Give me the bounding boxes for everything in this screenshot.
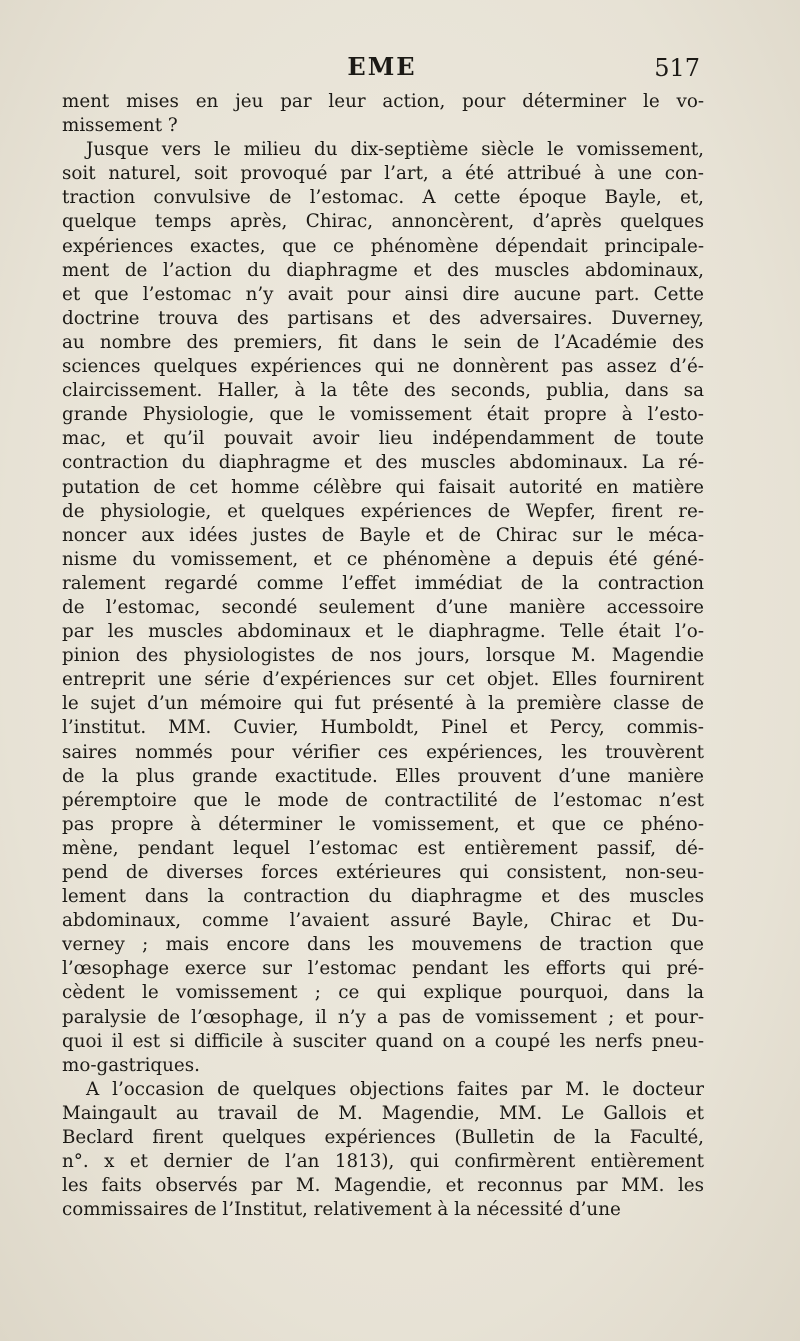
paragraph [62, 138, 704, 1078]
text-line: saires nommés pour vérifier ces expériences, les trouvèrent [62, 741, 704, 763]
text-line: mo-gastriques. [62, 1054, 200, 1076]
paragraph [62, 90, 704, 138]
text-line: sciences quelques expériences qui ne donnèrent pas assez d’é- [62, 356, 704, 378]
text-line: contraction du diaphragme et des muscles abdominaux. La ré- [62, 452, 704, 474]
text-line: A l’occasion de quelques objections faites par M. le docteur [86, 1078, 704, 1100]
text-line: cèdent le vomissement ; ce qui explique pourquoi, dans la [62, 982, 704, 1004]
text-line: pas propre à déterminer le vomissement, et que ce phéno- [62, 813, 704, 835]
text-line: au nombre des premiers, fit dans le sein de l’Académie des [62, 331, 704, 353]
text-line: le sujet d’un mémoire qui fut présenté à la première classe de [62, 693, 704, 715]
text-line: expériences exactes, que ce phénomène dépendait principale- [62, 235, 704, 257]
text-line: entreprit une série d’expériences sur cet objet. Elles fournirent [62, 669, 704, 691]
text-line: grande Physiologie, que le vomissement était propre à l’esto- [62, 404, 704, 426]
text-line: pend de diverses forces extérieures qui consistent, non-seu- [62, 862, 704, 883]
text-line: Maingault au travail de M. Magendie, MM. Le Gallois et [62, 1102, 704, 1124]
text-line: doctrine trouva des partisans et des adversaires. Duverney, [62, 307, 704, 329]
text-line: ment de l’action du diaphragme et des muscles abdominaux, [62, 259, 704, 281]
paragraph [62, 1078, 704, 1223]
text-line: Jusque vers le milieu du dix-septième siècle le vomissement, [86, 139, 704, 161]
text-line: commissaires de l’Institut, relativement à la nécessité d’une [62, 1199, 621, 1221]
text-line: l’institut. MM. Cuvier, Humboldt, Pinel et Percy, commis- [62, 717, 704, 739]
text-line: quoi il est si difficile à susciter quand on a coupé les nerfs pneu- [62, 1030, 704, 1052]
text-line: ment mises en jeu par leur action, pour déterminer le vo- [62, 91, 704, 112]
text-line: les faits observés par M. Magendie, et reconnus par MM. les [62, 1175, 704, 1197]
text-line: quelque temps après, Chirac, annoncèrent, d’après quelques [62, 211, 704, 233]
text-line: verney ; mais encore dans les mouvemens de traction que [62, 934, 704, 956]
text-line: mène, pendant lequel l’estomac est entièrement passif, dé- [62, 837, 704, 859]
text-line: noncer aux idées justes de Bayle et de Chirac sur le méca- [62, 524, 704, 546]
text-line: nisme du vomissement, et ce phénomène a depuis été géné- [62, 548, 704, 570]
text-line: ralement regardé comme l’effet immédiat de la contraction [62, 572, 704, 594]
text-line: de physiologie, et quelques expériences de Wepfer, firent re- [62, 500, 704, 522]
running-head: EME [347, 52, 417, 81]
page-header [62, 52, 702, 86]
text-line: l’œsophage exerce sur l’estomac pendant les efforts qui pré- [62, 958, 704, 980]
text-line: traction convulsive de l’estomac. A cette époque Bayle, et, [62, 187, 704, 209]
text-line: paralysie de l’œsophage, il n’y a pas de vomissement ; et pour- [62, 1006, 704, 1028]
page-number: 517 [654, 54, 700, 82]
text-line: de la plus grande exactitude. Elles prouvent d’une manière [62, 765, 704, 787]
text-line: mac, et qu’il pouvait avoir lieu indépendamment de toute [62, 428, 704, 450]
body-text [62, 90, 704, 1222]
text-line: missement ? [62, 115, 178, 137]
text-line: lement dans la contraction du diaphragme et des muscles [62, 886, 704, 908]
text-line: pinion des physiologistes de nos jours, lorsque M. Magendie [62, 645, 704, 667]
text-line: et que l’estomac n’y avait pour ainsi dire aucune part. Cette [62, 283, 704, 305]
text-line: Beclard firent quelques expériences (Bulletin de la Faculté, [62, 1127, 704, 1149]
text-line: n°. x et dernier de l’an 1813), qui confirmèrent entièrement [62, 1151, 704, 1173]
text-line: abdominaux, comme l’avaient assuré Bayle, Chirac et Du- [62, 910, 704, 932]
text-line: péremptoire que le mode de contractilité de l’estomac n’est [62, 789, 704, 811]
text-line: claircissement. Haller, à la tête des seconds, publia, dans sa [62, 380, 704, 402]
text-line: soit naturel, soit provoqué par l’art, a été attribué à une con- [62, 163, 704, 185]
text-line: par les muscles abdominaux et le diaphragme. Telle était l’o- [62, 621, 704, 643]
text-line: de l’estomac, secondé seulement d’une manière accessoire [62, 596, 704, 618]
text-line: putation de cet homme célèbre qui faisait autorité en matière [62, 476, 704, 498]
